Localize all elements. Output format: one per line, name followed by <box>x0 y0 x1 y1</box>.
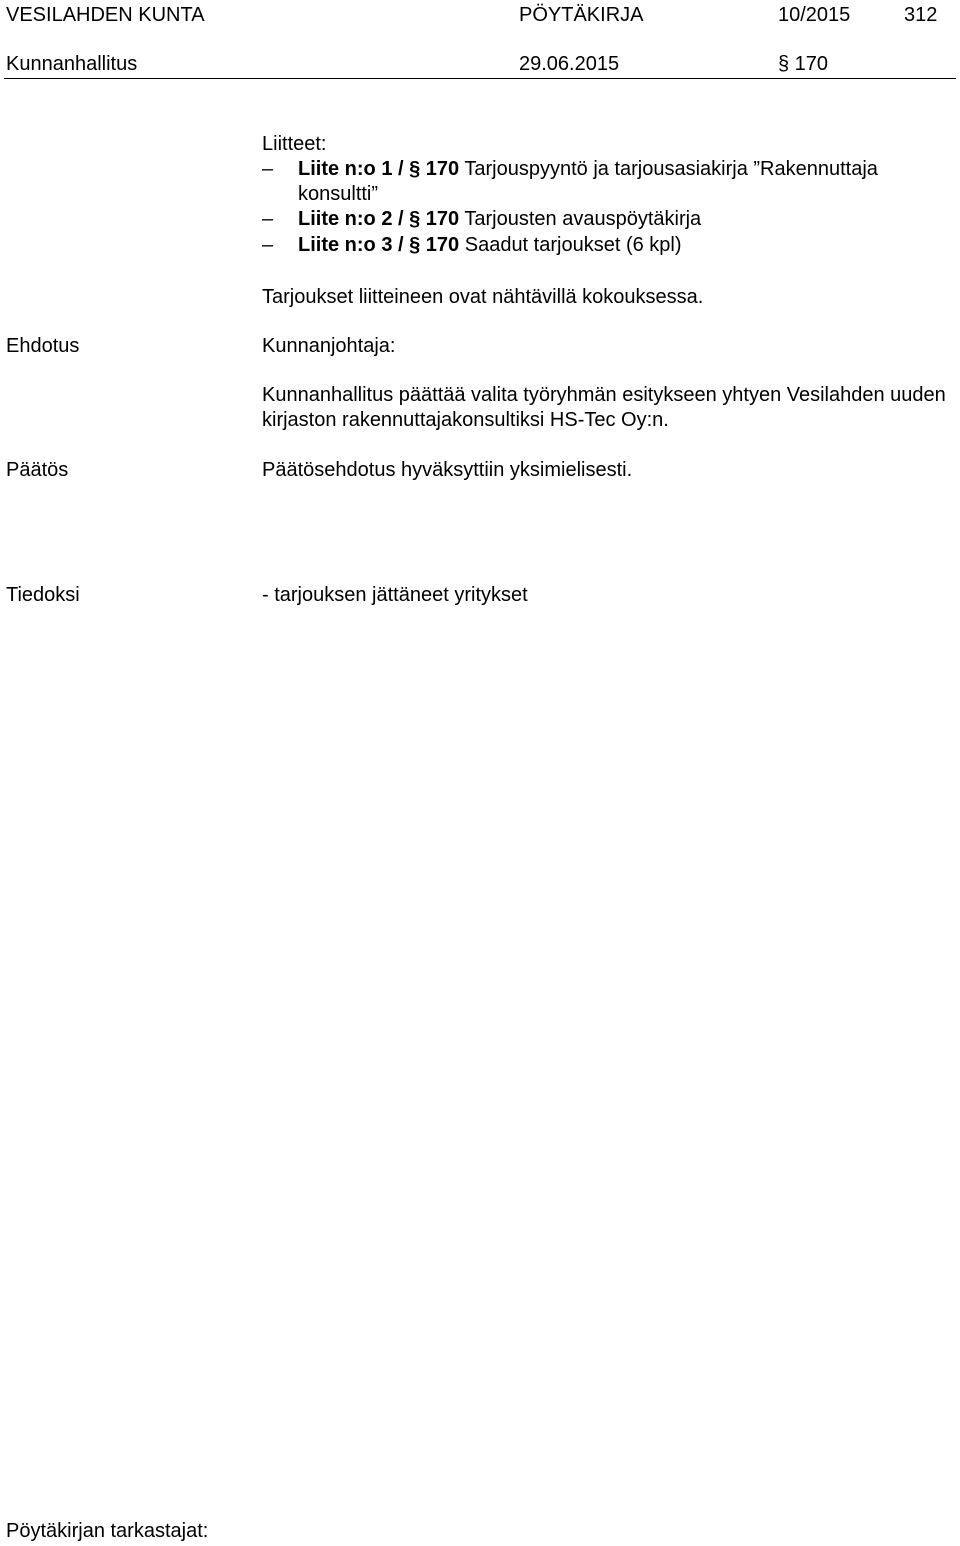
document-type: PÖYTÄKIRJA <box>519 4 644 26</box>
attachment-ref: Liite n:o 1 / § 170 <box>298 158 460 180</box>
attachments-heading: Liitteet: <box>262 133 327 155</box>
attachment-text: Tarjousten avauspöytäkirja <box>459 208 702 230</box>
attachment-ref: Liite n:o 3 / § 170 <box>298 234 460 256</box>
reviewers-label: Pöytäkirjan tarkastajat: <box>6 1520 209 1542</box>
list-dash: – <box>262 158 274 180</box>
proposal-label: Ehdotus <box>6 335 80 357</box>
header-divider <box>4 78 956 79</box>
list-dash: – <box>262 208 274 230</box>
attachment-text: Tarjouspyyntö ja tarjousasiakirja ”Rakennuttaja <box>459 158 878 180</box>
attachment-entry <box>298 207 701 231</box>
section-number: § 170 <box>778 53 829 75</box>
meeting-body: Kunnanhallitus <box>6 53 138 75</box>
decision-label: Päätös <box>6 459 69 481</box>
attachment-entry <box>298 157 878 181</box>
proposal-presenter: Kunnanjohtaja: <box>262 335 396 357</box>
notice-text: - tarjouksen jättäneet yritykset <box>262 584 528 606</box>
proposal-text: Kunnanhallitus päättää valita työryhmän esitykseen yhtyen Vesilahden uuden kirjaston rakennuttajakonsultiksi HS-Tec Oy:n. <box>262 384 946 431</box>
attachment-text-continuation: konsultti” <box>298 183 379 205</box>
document-number: 10/2015 <box>778 4 851 26</box>
decision-text: Päätösehdotus hyväksyttiin yksimielisesti. <box>262 459 633 481</box>
notice-label: Tiedoksi <box>6 584 80 606</box>
attachment-ref: Liite n:o 2 / § 170 <box>298 208 460 230</box>
organization-name: VESILAHDEN KUNTA <box>6 4 205 26</box>
attachments-note: Tarjoukset liitteineen ovat nähtävillä kokouksessa. <box>262 286 704 308</box>
meeting-date: 29.06.2015 <box>519 53 620 75</box>
page-number: 312 <box>904 4 938 26</box>
attachment-entry <box>298 233 682 257</box>
list-dash: – <box>262 234 274 256</box>
attachment-text: Saadut tarjoukset (6 kpl) <box>459 234 682 256</box>
